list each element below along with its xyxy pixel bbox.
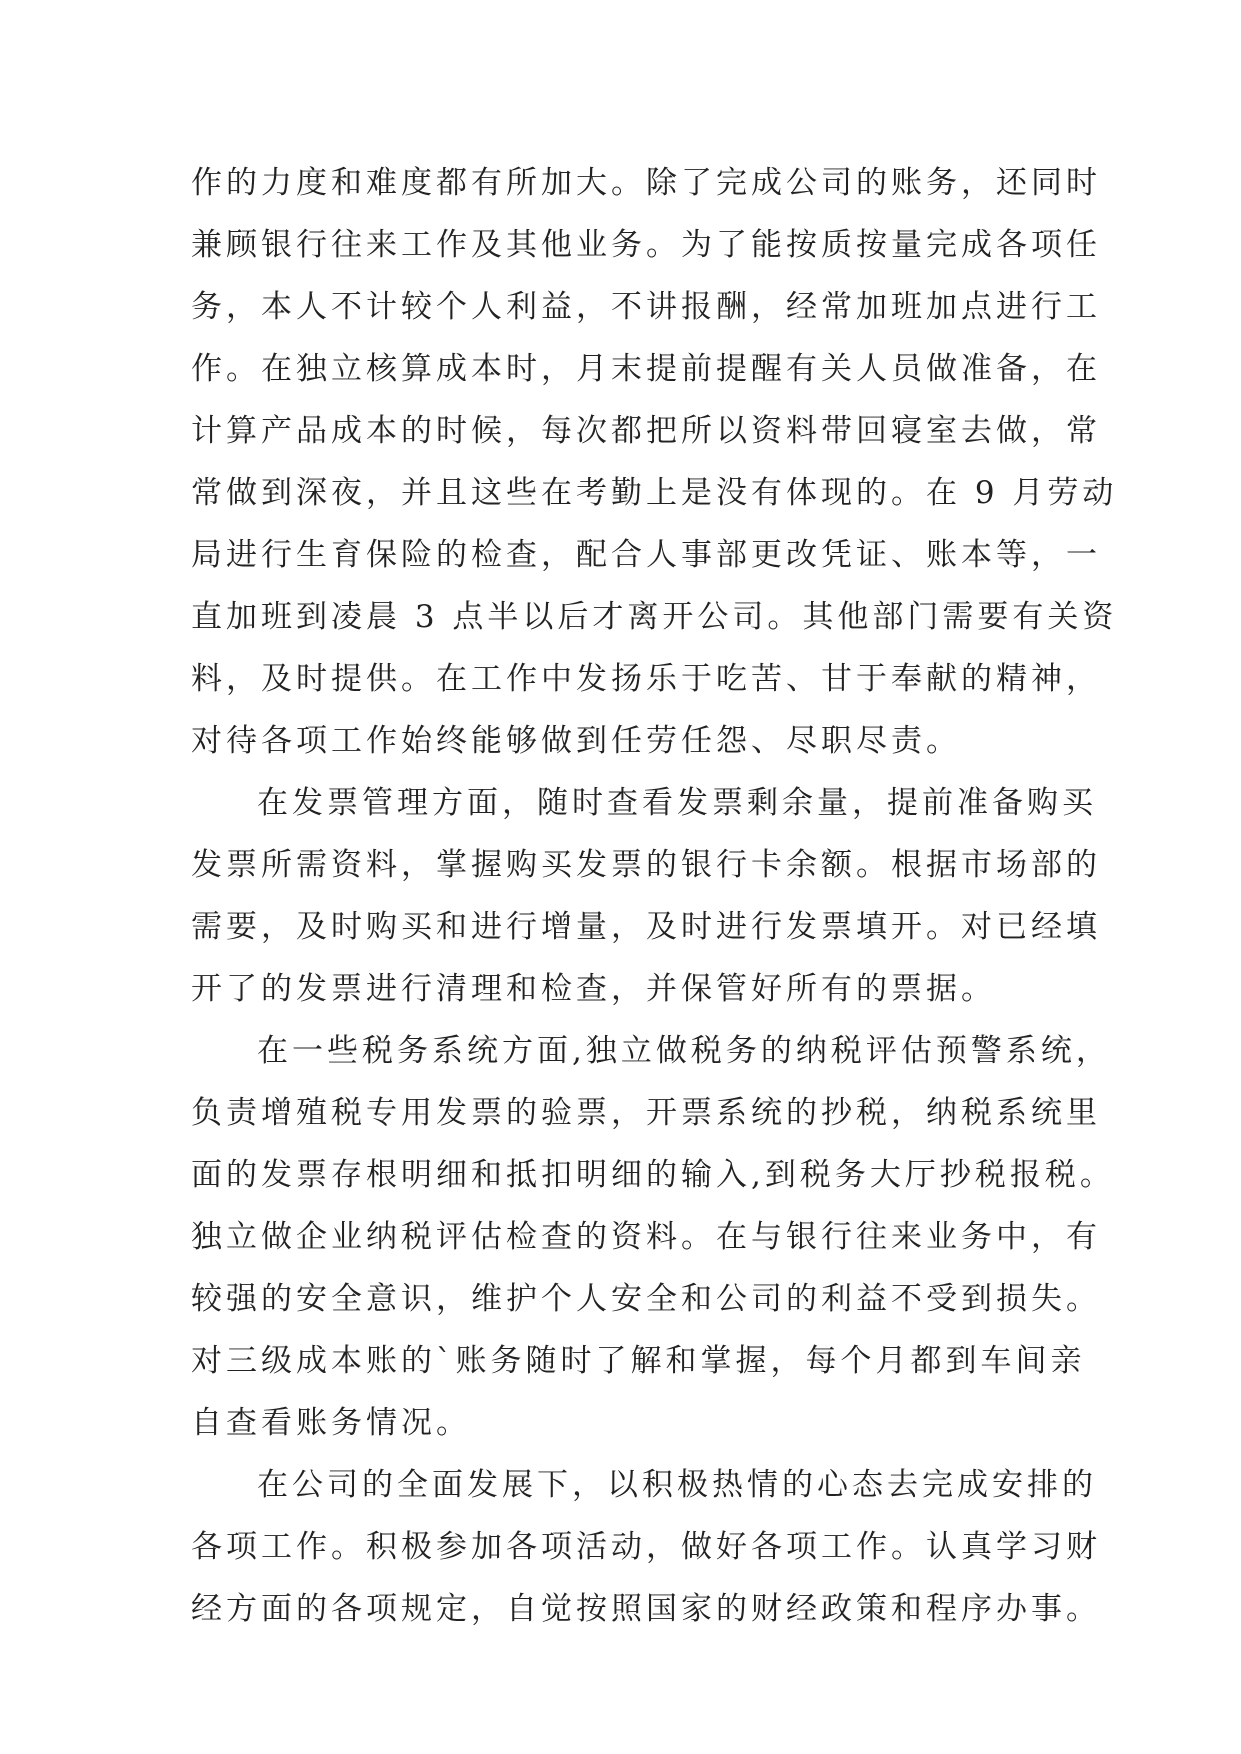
text-line: 作。在独立核算成本时，月末提前提醒有关人员做准备，在	[191, 351, 1101, 387]
text-line: 料，及时提供。在工作中发扬乐于吃苦、甘于奉献的精神，	[191, 661, 1101, 697]
text-line-indented: 在发票管理方面，随时查看发票剩余量，提前准备购买	[257, 785, 1097, 821]
paragraph-3	[191, 1020, 1115, 1454]
text-line-indented: 在一些税务系统方面,独立做税务的纳税评估预警系统，	[257, 1033, 1111, 1069]
text-line: 自查看账务情况。	[191, 1405, 471, 1441]
text-line: 计算产品成本的时候，每次都把所以资料带回寝室去做，常	[191, 413, 1101, 449]
paragraph-1	[191, 152, 1118, 772]
paragraph-2	[191, 772, 1101, 1020]
text-line: 对三级成本账的`账务随时了解和掌握，每个月都到车间亲	[191, 1343, 1086, 1379]
document-body	[191, 152, 1118, 1640]
text-line: 独立做企业纳税评估检查的资料。在与银行往来业务中，有	[191, 1219, 1101, 1255]
text-line: 较强的安全意识，维护个人安全和公司的利益不受到损失。	[191, 1281, 1101, 1317]
text-line: 开了的发票进行清理和检查，并保管好所有的票据。	[191, 971, 996, 1007]
text-line: 务，本人不计较个人利益，不讲报酬，经常加班加点进行工	[191, 289, 1101, 325]
text-line: 经方面的各项规定，自觉按照国家的财经政策和程序办事。	[191, 1591, 1101, 1627]
text-line: 对待各项工作始终能够做到任劳任怨、尽职尽责。	[191, 723, 961, 759]
text-line: 兼顾银行往来工作及其他业务。为了能按质按量完成各项任	[191, 227, 1101, 263]
text-line: 常做到深夜，并且这些在考勤上是没有体现的。在 9 月劳动	[191, 475, 1118, 511]
text-line: 发票所需资料，掌握购买发票的银行卡余额。根据市场部的	[191, 847, 1101, 883]
text-line: 各项工作。积极参加各项活动，做好各项工作。认真学习财	[191, 1529, 1101, 1565]
text-line: 作的力度和难度都有所加大。除了完成公司的账务，还同时	[191, 165, 1101, 201]
text-line: 直加班到凌晨 3 点半以后才离开公司。其他部门需要有关资	[191, 599, 1118, 635]
text-line: 面的发票存根明细和抵扣明细的输入,到税务大厅抄税报税。	[191, 1157, 1115, 1193]
paragraph-4	[191, 1454, 1101, 1640]
text-line-indented: 在公司的全面发展下，以积极热情的心态去完成安排的	[257, 1467, 1097, 1503]
text-line: 需要，及时购买和进行增量，及时进行发票填开。对已经填	[191, 909, 1101, 945]
text-line: 局进行生育保险的检查，配合人事部更改凭证、账本等，一	[191, 537, 1101, 573]
text-line: 负责增殖税专用发票的验票，开票系统的抄税，纳税系统里	[191, 1095, 1101, 1131]
